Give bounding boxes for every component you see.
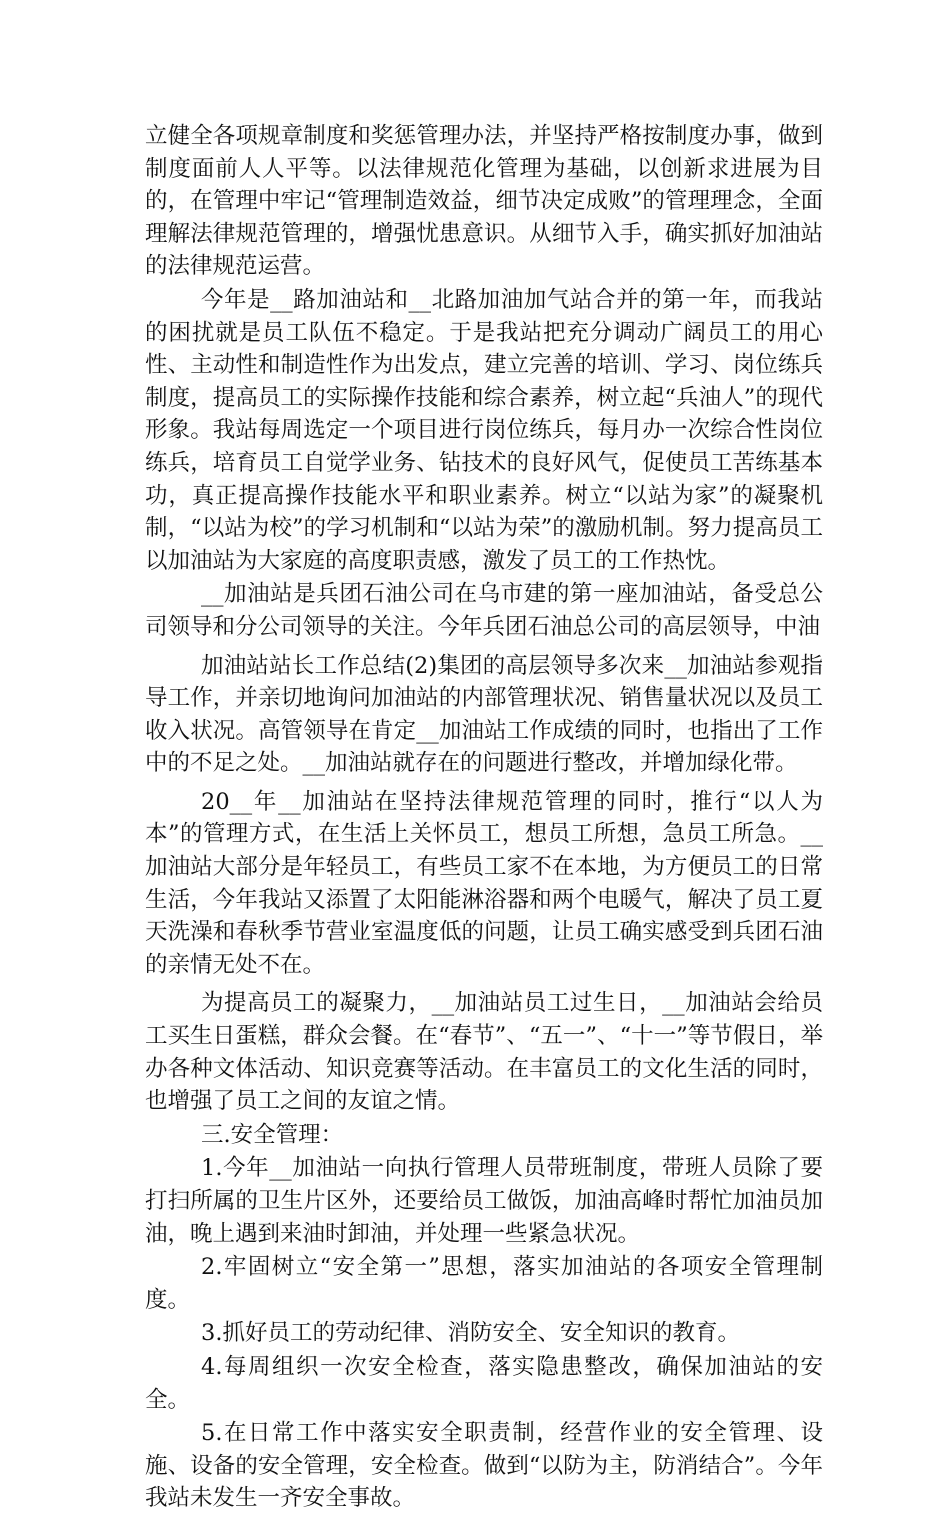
- safety-item-5: 5.在日常工作中落实安全职责制，经营作业的安全管理、设施、设备的安全管理，安全检查。做到“以防为主，防消结合”。今年我站未发生一齐安全事故。: [145, 1420, 823, 1512]
- section-heading-safety-management: 三.安全管理：: [201, 1121, 344, 1148]
- paragraph-rules-and-management: 立健全各项规章制度和奖惩管理办法，并坚持严格按制度办事，做到制度面前人人平等。以法律规范化管理为基础，以创新求进展为目的，在管理中牢记“管理制造效益，细节决定成败”的管理理念，全面理解法律规范管理的，增强忧患意识。从细节入手，确实抓好加油站的法律规范运营。: [145, 123, 823, 280]
- paragraph-company-attention: __加油站是兵团石油公司在乌市建的第一座加油站，备受总公司领导和分公司领导的关注。今年兵团石油总公司的高层领导，中油: [145, 581, 823, 640]
- document-body: [145, 120, 823, 1515]
- safety-item-2: 2.牢固树立“安全第一”思想，落实加油站的各项安全管理制度。: [145, 1254, 823, 1313]
- paragraph-staff-cohesion: 为提高员工的凝聚力，__加油站员工过生日，__加油站会给员工买生日蛋糕，群众会餐。在“春节”、“五一”、“十一”等节假日，举办各种文体活动、知识竞赛等活动。在丰富员工的文化生活的同时，也增强了员工之间的友谊之情。: [145, 990, 823, 1115]
- paragraph-leadership-visits: 加油站站长工作总结(2)集团的高层领导多次来__加油站参观指导工作，并亲切地询问加油站的内部管理状况、销售量状况以及员工收入状况。高管领导在肯定__加油站工作成绩的同时，也指出了工作中的不足之处。__加油站就存在的问题进行整改，并增加绿化带。: [145, 652, 823, 777]
- safety-item-3: 3.抓好员工的劳动纪律、消防安全、安全知识的教育。: [201, 1320, 740, 1347]
- paragraph-staff-training: 今年是__路加油站和__北路加油加气站合并的第一年，而我站的困扰就是员工队伍不稳定。于是我站把充分调动广阔员工的用心性、主动性和制造性作为出发点，建立完善的培训、学习、岗位练兵制度，提高员工的实际操作技能和综合素养，树立起“兵油人”的现代形象。我站每周选定一个项目进行岗位练兵，每月办一次综合性岗位练兵，培育员工自觉学业务、钻技术的良好风气，促使员工苦练基本功，真正提高操作技能水平和职业素养。树立“以站为家”的凝聚机制，“以站为校”的学习机制和“以站为荣”的激励机制。努力提高员工以加油站为大家庭的高度职责感，激发了员工的工作热忱。: [145, 286, 823, 574]
- safety-item-1: 1.今年__加油站一向执行管理人员带班制度，带班人员除了要打扫所属的卫生片区外，还要给员工做饭，加油高峰时帮忙加油员加油，晚上遇到来油时卸油，并处理一些紧急状况。: [145, 1155, 823, 1247]
- paragraph-people-oriented-management: 20__年__加油站在坚持法律规范管理的同时，推行“以人为本”的管理方式，在生活上关怀员工，想员工所想，急员工所急。__加油站大部分是年轻员工，有些员工家不在本地，为方便员工的日常生活，今年我站又添置了太阳能淋浴器和两个电暖气，解决了员工夏天洗澡和春秋季节营业室温度低的问题，让员工确实感受到兵团石油的亲情无处不在。: [145, 788, 823, 978]
- safety-item-4: 4.每周组织一次安全检查，落实隐患整改，确保加油站的安全。: [145, 1353, 823, 1413]
